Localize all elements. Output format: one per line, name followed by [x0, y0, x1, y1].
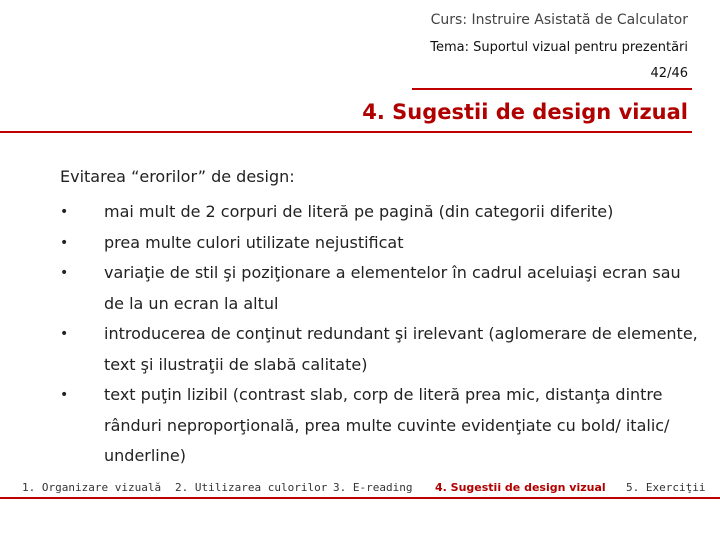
list-item: [60, 319, 700, 380]
course-title: Curs: Instruire Asistată de Calculator: [430, 12, 688, 28]
intro-text: Evitarea “erorilor” de design:: [60, 167, 295, 186]
bullet-icon: •: [60, 204, 69, 220]
nav-link-e-reading[interactable]: 3. E-reading: [333, 481, 413, 494]
bullet-list: [60, 197, 700, 472]
footer-divider: [0, 497, 720, 499]
list-item: [60, 380, 700, 472]
title-divider: [0, 131, 692, 133]
list-item: [60, 258, 700, 319]
topic-title: Tema: Suportul vizual pentru prezentări: [430, 40, 688, 55]
list-item-text: introducerea de conţinut redundant şi irelevant (aglomerare de elemente, text şi ilustraţii de slabă calitate): [104, 324, 698, 374]
footer-nav: [0, 481, 720, 495]
bullet-icon: •: [60, 326, 69, 342]
bullet-icon: •: [60, 234, 69, 251]
nav-link-color-usage[interactable]: 2. Utilizarea culorilor: [175, 481, 328, 494]
nav-link-exercises[interactable]: 5. Exerciţii: [626, 481, 706, 494]
list-item-text: mai mult de 2 corpuri de literă pe pagină (din categorii diferite): [104, 202, 614, 221]
list-item: [60, 197, 700, 228]
nav-link-visual-organization[interactable]: 1. Organizare vizuală: [22, 481, 162, 494]
list-item-text: variaţie de stil şi poziţionare a elementelor în cadrul aceluiaşi ecran sau de la un ecran la altul: [104, 263, 681, 313]
list-item: [60, 228, 700, 259]
header-divider: [412, 88, 692, 90]
bullet-icon: •: [60, 387, 69, 403]
nav-link-design-suggestions[interactable]: 4. Sugestii de design vizual: [435, 481, 606, 494]
list-item-text: text puţin lizibil (contrast slab, corp de literă prea mic, distanţa dintre rânduri neproporţională, prea multe cuvinte evidenţiate cu bold/ italic/ underline): [104, 385, 670, 465]
bullet-icon: •: [60, 265, 69, 281]
list-item-text: prea multe culori utilizate nejustificat: [104, 232, 404, 252]
page-number: 42/46: [650, 66, 688, 81]
slide-title: 4. Sugestii de design vizual: [362, 100, 688, 124]
